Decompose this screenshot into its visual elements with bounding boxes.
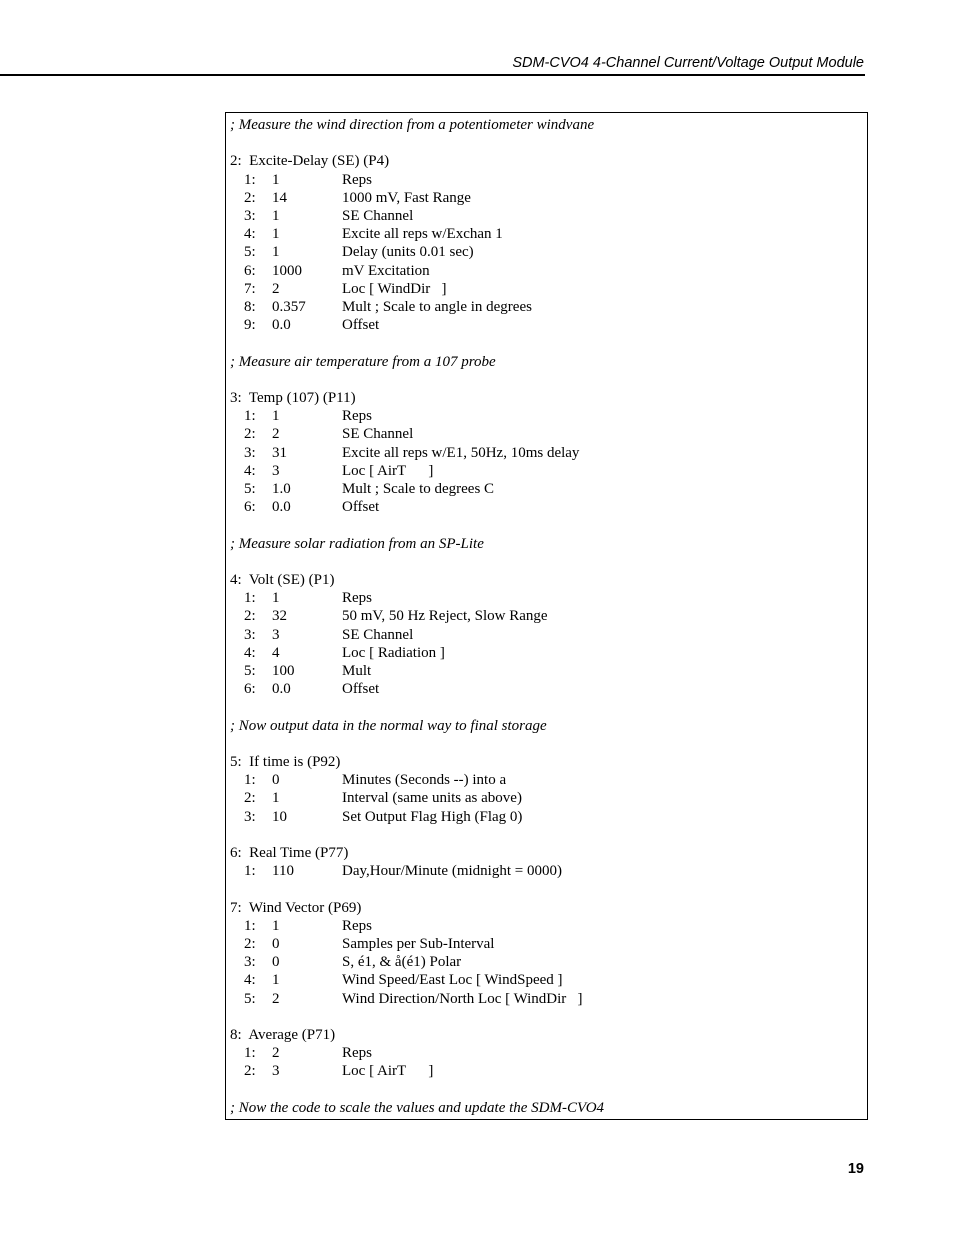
parameter-line — [226, 243, 867, 261]
param-description: S, é1, & å(é1) Polar — [342, 954, 462, 971]
parameter-line — [226, 626, 867, 644]
parameter-line — [226, 171, 867, 189]
parameter-line — [226, 498, 867, 516]
param-number: 3: — [244, 954, 256, 971]
parameter-line — [226, 425, 867, 443]
parameter-line — [226, 444, 867, 462]
param-description: Offset — [342, 317, 380, 334]
param-description: Day,Hour/Minute (midnight = 0000) — [342, 863, 562, 880]
parameter-line — [226, 789, 867, 807]
param-value: 0.0 — [272, 317, 291, 334]
param-value: 0.0 — [272, 681, 291, 698]
param-description: Loc [ AirT ] — [342, 462, 434, 479]
param-value: 2 — [272, 280, 280, 297]
param-value: 1 — [272, 917, 280, 934]
param-description: Wind Direction/North Loc [ WindDir ] — [342, 990, 583, 1007]
param-value: 1 — [272, 208, 280, 224]
param-description: Samples per Sub-Interval — [342, 936, 495, 952]
param-number: 3: — [244, 444, 256, 461]
param-description: Delay (units 0.01 sec) — [342, 244, 474, 261]
parameter-line — [226, 207, 867, 225]
param-description: Interval (same units as above) — [342, 790, 522, 807]
param-description: Excite all reps w/E1, 50Hz, 10ms delay — [342, 444, 580, 461]
param-value: 0 — [272, 936, 280, 952]
param-description: 1000 mV, Fast Range — [342, 189, 471, 206]
instruction-line: 2: Excite-Delay (SE) (P4) — [230, 153, 390, 170]
param-description: Offset — [342, 499, 380, 516]
param-number: 5: — [244, 481, 256, 497]
param-description: Loc [ AirT ] — [342, 1063, 434, 1080]
param-number: 6: — [244, 262, 256, 279]
param-number: 2: — [244, 1063, 256, 1080]
param-description: Mult ; Scale to angle in degrees — [342, 299, 532, 315]
comment-line: ; Measure air temperature from a 107 probe — [230, 353, 496, 370]
param-description: Loc [ Radiation ] — [342, 644, 445, 661]
param-description: Reps — [342, 408, 372, 425]
comment-line: ; Measure solar radiation from an SP-Lite — [230, 535, 484, 552]
param-number: 2: — [244, 426, 256, 443]
param-description: Reps — [342, 1045, 372, 1062]
param-description: Reps — [342, 590, 372, 607]
parameter-line — [226, 644, 867, 662]
param-number: 2: — [244, 608, 256, 625]
comment-line: ; Measure the wind direction from a potentiometer windvane — [230, 117, 595, 133]
param-description: Minutes (Seconds --) into a — [342, 772, 507, 789]
comment-line: ; Now output data in the normal way to final storage — [230, 717, 547, 734]
param-value: 2 — [272, 1045, 280, 1062]
parameter-line — [226, 607, 867, 625]
parameter-line — [226, 298, 867, 316]
parameter-line — [226, 225, 867, 243]
param-value: 0.357 — [272, 299, 306, 315]
parameter-line — [226, 808, 867, 826]
param-value: 1 — [272, 590, 280, 607]
param-number: 4: — [244, 644, 256, 661]
param-description: Mult ; Scale to degrees C — [342, 481, 495, 497]
param-number: 3: — [244, 808, 256, 825]
param-number: 5: — [244, 244, 256, 261]
param-description: Excite all reps w/Exchan 1 — [342, 226, 503, 243]
param-number: 4: — [244, 226, 256, 243]
param-value: 0 — [272, 954, 280, 971]
param-value: 1 — [272, 244, 280, 261]
param-number: 4: — [244, 972, 256, 989]
param-number: 2: — [244, 189, 256, 206]
param-number: 5: — [244, 990, 256, 1007]
param-value: 1 — [272, 790, 280, 807]
param-number: 9: — [244, 317, 256, 334]
param-value: 32 — [272, 608, 287, 625]
param-number: 1: — [244, 917, 256, 934]
instruction-line: 7: Wind Vector (P69) — [230, 899, 362, 916]
param-number: 1: — [244, 863, 256, 880]
param-value: 100 — [272, 663, 295, 679]
instruction-line: 6: Real Time (P77) — [230, 845, 349, 861]
param-value: 1 — [272, 226, 280, 243]
param-number: 3: — [244, 626, 256, 643]
parameter-line — [226, 662, 867, 680]
param-value: 3 — [272, 1063, 280, 1080]
instruction-line: 4: Volt (SE) (P1) — [230, 572, 335, 588]
param-description: Reps — [342, 171, 372, 188]
param-number: 1: — [244, 772, 256, 789]
param-value: 1000 — [272, 262, 302, 279]
param-number: 8: — [244, 299, 256, 315]
param-value: 1 — [272, 408, 280, 425]
param-value: 1 — [272, 972, 280, 989]
parameter-line — [226, 189, 867, 207]
running-header-title: SDM-CVO4 4-Channel Current/Voltage Output Module — [512, 55, 864, 71]
param-value: 2 — [272, 426, 280, 443]
param-number: 6: — [244, 499, 256, 516]
param-value: 10 — [272, 808, 287, 825]
param-number: 2: — [244, 936, 256, 952]
param-description: SE Channel — [342, 426, 414, 443]
param-number: 7: — [244, 280, 256, 297]
param-description: SE Channel — [342, 208, 414, 224]
param-description: Loc [ WindDir ] — [342, 280, 447, 297]
param-description: mV Excitation — [342, 262, 430, 279]
parameter-line — [226, 971, 867, 989]
param-value: 14 — [272, 189, 287, 206]
param-number: 6: — [244, 681, 256, 698]
param-description: Reps — [342, 917, 372, 934]
parameter-line — [226, 917, 867, 935]
page-number: 19 — [847, 1161, 864, 1177]
program-listing-box — [225, 112, 868, 1120]
param-description: Set Output Flag High (Flag 0) — [342, 808, 523, 825]
parameter-line — [226, 407, 867, 425]
param-value: 1.0 — [272, 481, 291, 497]
param-value: 2 — [272, 990, 280, 1007]
parameter-line — [226, 262, 867, 280]
param-description: 50 mV, 50 Hz Reject, Slow Range — [342, 608, 548, 625]
param-value: 0.0 — [272, 499, 291, 516]
parameter-line — [226, 990, 867, 1008]
param-number: 2: — [244, 790, 256, 807]
instruction-line: 3: Temp (107) (P11) — [230, 390, 356, 406]
parameter-line — [226, 462, 867, 480]
parameter-line — [226, 862, 867, 880]
parameter-line — [226, 771, 867, 789]
param-number: 4: — [244, 462, 256, 479]
param-description: Offset — [342, 681, 380, 698]
param-value: 4 — [272, 644, 280, 661]
param-value: 31 — [272, 444, 287, 461]
param-value: 3 — [272, 462, 280, 479]
param-number: 1: — [244, 590, 256, 607]
parameter-line — [226, 280, 867, 298]
header-rule — [0, 74, 865, 76]
instruction-line: 8: Average (P71) — [230, 1027, 336, 1043]
param-value: 3 — [272, 626, 280, 643]
param-value: 0 — [272, 772, 280, 789]
param-number: 5: — [244, 663, 256, 679]
comment-line: ; Now the code to scale the values and update the SDM-CVO4 — [230, 1099, 605, 1116]
param-description: SE Channel — [342, 626, 414, 643]
parameter-line — [226, 680, 867, 698]
param-description: Mult — [342, 663, 372, 679]
param-number: 1: — [244, 171, 256, 188]
parameter-line — [226, 935, 867, 953]
parameter-line — [226, 953, 867, 971]
parameter-line — [226, 1062, 867, 1080]
param-description: Wind Speed/East Loc [ WindSpeed ] — [342, 972, 563, 989]
instruction-line: 5: If time is (P92) — [230, 754, 341, 770]
parameter-line — [226, 480, 867, 498]
param-number: 3: — [244, 208, 256, 224]
param-value: 1 — [272, 171, 280, 188]
param-number: 1: — [244, 1045, 256, 1062]
param-value: 110 — [272, 863, 294, 880]
parameter-line — [226, 1044, 867, 1062]
param-number: 1: — [244, 408, 256, 425]
parameter-line — [226, 589, 867, 607]
parameter-line — [226, 316, 867, 334]
